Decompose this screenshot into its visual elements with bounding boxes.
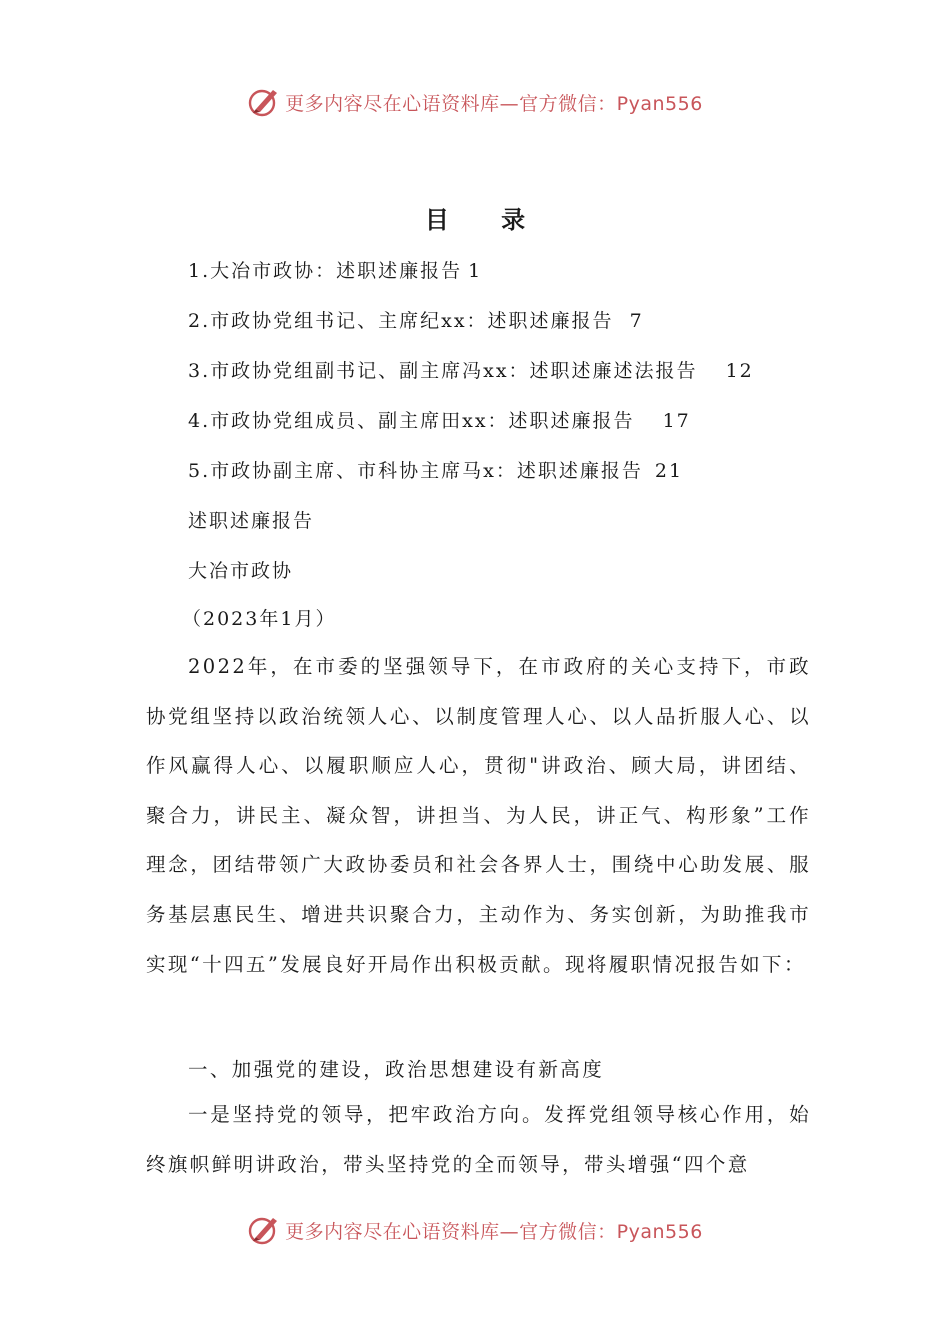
section-heading-1: 一、加强党的建设，政治思想建设有新高度 bbox=[188, 1058, 605, 1081]
intro-paragraph: 2022年，在市委的坚强领导下，在市政府的关心支持下，市政协党组坚持以政治统领人心、以制度管理人心、以人品折服人心、以作风赢得人心、以履职顺应人心，贯彻"讲政治、顾大局，讲团结、聚合力，讲民主、凝众智，讲担当、为人民，讲正气、构形象”工作理念，团结带领广大政协委员和社会各界人士，围绕中心助发展、服务基层惠民生、增进共识聚合力，主动作为、务实创新，为助推我市实现“十四五”发展良好开局作出积极贡献。现将履职情况报告如下： bbox=[146, 655, 811, 976]
toc-title: 目 录 bbox=[424, 205, 548, 234]
report-org: 大冶市政协 bbox=[188, 560, 294, 582]
toc-item-page: 17 bbox=[662, 410, 691, 432]
toc-item-page: 1 bbox=[468, 260, 483, 282]
toc-item-5[interactable] bbox=[188, 456, 683, 483]
toc-item-3[interactable] bbox=[188, 356, 754, 383]
pen-nib-logo-icon bbox=[247, 1213, 281, 1247]
pen-nib-logo-icon bbox=[247, 85, 281, 119]
toc-item-2[interactable] bbox=[188, 306, 644, 333]
toc-item-page: 12 bbox=[725, 360, 754, 382]
header-banner bbox=[0, 82, 950, 122]
toc-item-label: 2.市政协党组书记、主席纪xx：述职述廉报告 bbox=[188, 310, 614, 332]
footer-banner bbox=[0, 1210, 950, 1250]
banner-text: 更多内容尽在心语资料库—官方微信：Pyan556 bbox=[285, 1220, 703, 1243]
toc-item-1[interactable] bbox=[188, 256, 482, 283]
banner-text: 更多内容尽在心语资料库—官方微信：Pyan556 bbox=[285, 92, 703, 115]
report-date: （2023年1月） bbox=[182, 608, 337, 630]
toc-item-label: 1.大冶市政协：述职述廉报告 bbox=[188, 260, 463, 282]
toc-item-page: 21 bbox=[654, 460, 684, 482]
toc-item-label: 4.市政协党组成员、副主席田xx：述职述廉报告 bbox=[188, 410, 635, 432]
report-title: 述职述廉报告 bbox=[188, 510, 315, 532]
toc-item-page: 7 bbox=[629, 310, 644, 332]
toc-item-label: 3.市政协党组副书记、副主席冯xx：述职述廉述法报告 bbox=[188, 360, 698, 382]
toc-item-4[interactable] bbox=[188, 406, 691, 433]
toc-item-label: 5.市政协副主席、市科协主席马x：述职述廉报告 bbox=[188, 460, 643, 482]
section-1-paragraph: 一是坚持党的领导，把牢政治方向。发挥党组领导核心作用，始终旗帜鲜明讲政治，带头坚持党的全而领导，带头增强“四个意 bbox=[146, 1103, 811, 1176]
